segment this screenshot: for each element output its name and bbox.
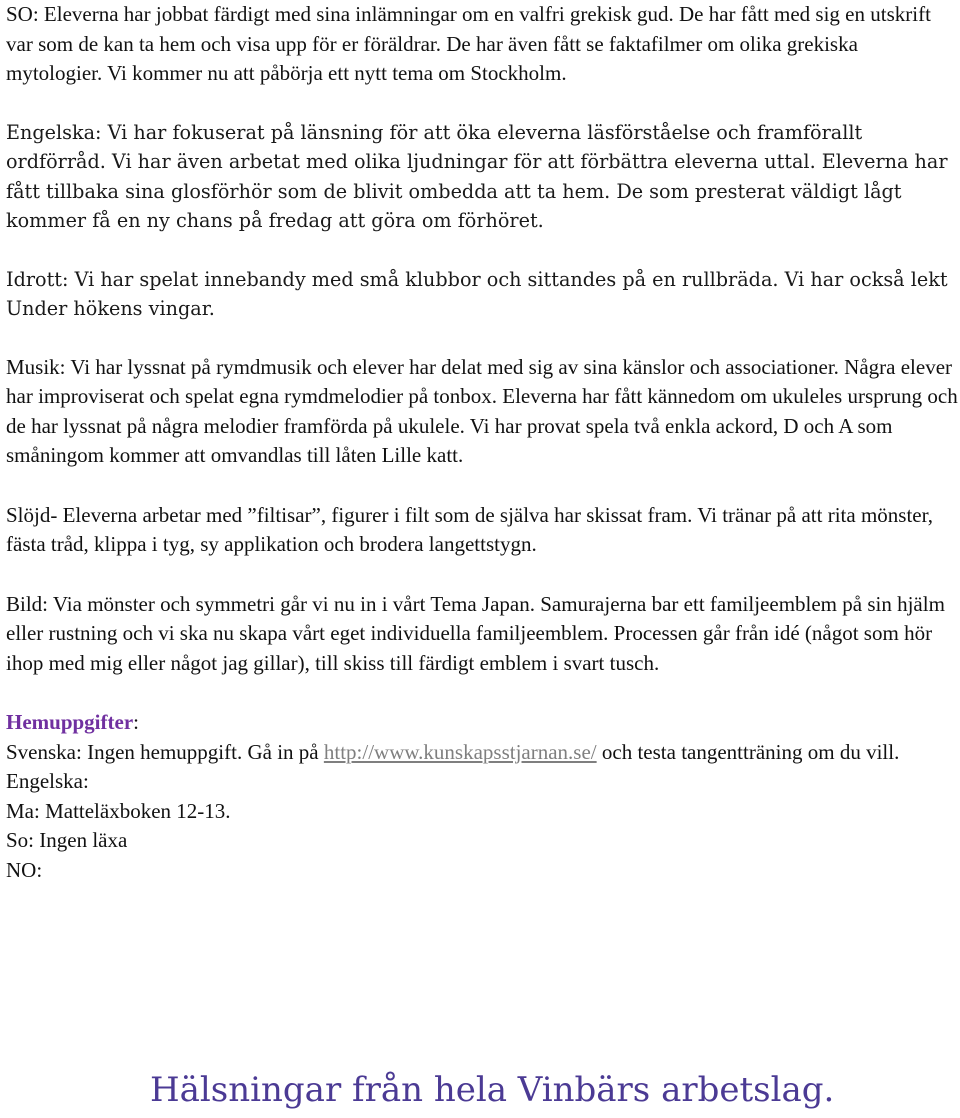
kunskapsstjarnan-link[interactable]: http://www.kunskapsstjarnan.se/ bbox=[323, 739, 597, 764]
homework-no: NO: bbox=[6, 857, 43, 882]
homework-heading-line bbox=[6, 708, 958, 738]
paragraph-idrott: Idrott: Vi har spelat innebandy med små klubbor och sittandes på en rullbräda. Vi har också lekt Under hökens vingar. bbox=[6, 267, 948, 320]
homework-engelska: Engelska: bbox=[6, 769, 89, 793]
homework-heading: Hemuppgifter bbox=[6, 710, 134, 734]
homework-ma: Ma: Matteläxboken 12-13. bbox=[6, 798, 231, 823]
homework-svenska-suffix: och testa tangentträning om du vill. bbox=[596, 739, 900, 764]
paragraph-so: SO: Eleverna har jobbat färdigt med sina inlämningar om en valfri grekisk gud. De har fått med sig en utskrift var som de kan ta hem och visa upp för er föräldrar. De har även fått se faktafilmer om olika grekiska mytologier. Vi kommer nu att påbörja ett nytt tema om Stockholm. bbox=[6, 2, 931, 85]
closing-greeting: Hälsningar från hela Vinbärs arbetslag. bbox=[150, 1070, 835, 1110]
paragraph-engelska: Engelska: Vi har fokuserat på länsning för att öka eleverna läsförståelse och framförallt ordförråd. Vi har även arbetat med olika ljudningar för att förbättra eleverna uttal. Eleverna har fått tillbaka sina glosförhör som de blivit ombedda att ta hem. De som presterat väldigt lågt kommer få en ny chans på fredag att göra om förhöret. bbox=[6, 120, 948, 232]
homework-section bbox=[6, 708, 958, 885]
document-body bbox=[6, 0, 958, 885]
paragraph-bild: Bild: Via mönster och symmetri går vi nu in i vårt Tema Japan. Samurajerna bar ett familjeemblem på sin hjälm eller rustning och vi ska nu skapa vårt eget individuella familjeemblem. Processen går från idé (något som hör ihop med mig eller något jag gillar), till skiss till färdigt emblem i svart tusch. bbox=[6, 591, 945, 675]
homework-so: So: Ingen läxa bbox=[6, 828, 128, 852]
paragraph-musik: Musik: Vi har lyssnat på rymdmusik och elever har delat med sig av sina känslor och associationer. Några elever har improviserat och spelat egna rymdmelodier på tonbox. Eleverna har fått kännedom om ukuleles ursprung och de har lyssnat på några melodier framförda på ukulele. Vi har provat spela två enkla ackord, D och A som småningom kommer att omvandlas till låten Lille katt. bbox=[6, 354, 958, 467]
homework-svenska bbox=[6, 738, 958, 768]
paragraph-slojd: Slöjd- Eleverna arbetar med ”filtisar”, figurer i filt som de själva har skissat fram. Vi tränar på att rita mönster, fästa tråd, klippa i tyg, sy applikation och brodera langettstygn. bbox=[6, 502, 934, 556]
homework-heading-colon: : bbox=[133, 710, 139, 734]
homework-svenska-prefix: Svenska: Ingen hemuppgift. Gå in på bbox=[6, 739, 324, 764]
